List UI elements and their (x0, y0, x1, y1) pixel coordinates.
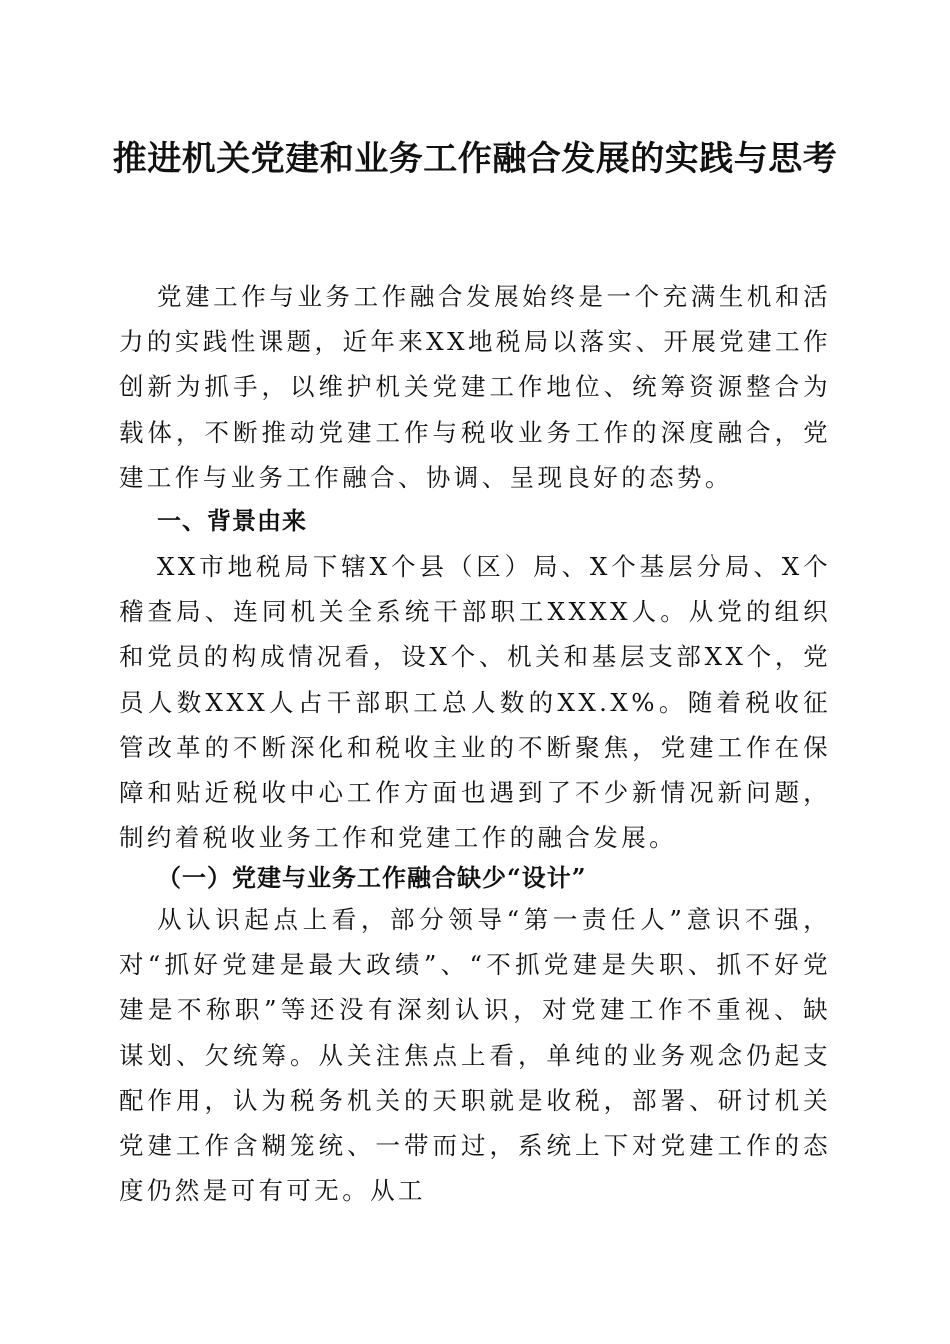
subsection-heading-design: （一）党建与业务工作融合缺少“设计” (157, 863, 587, 892)
background-paragraph: XX市地税局下辖X个县（区）局、X个基层分局、X个稽查局、连同机关全系统干部职工XXXX人。从党的组织和党员的构成情况看，设X个、机关和基层支部XX个，党员人数XXX人占干部职工总人数的XX.X%。随着税收征管改革的不断深化和税收主业的不断聚焦，党建工作在保障和贴近税收中心工作方面也遇到了不少新情况新问题，制约着税收业务工作和党建工作的融合发展。 (119, 552, 831, 853)
section-heading-background: 一、背景由来 (157, 507, 307, 535)
intro-paragraph: 党建工作与业务工作融合发展始终是一个充满生机和活力的实践性课题，近年来XX地税局以落实、开展党建工作创新为抓手，以维护机关党建工作地位、统筹资源整合为载体，不断推动党建工作与税收业务工作的深度融合，党建工作与业务工作融合、协调、呈现良好的态势。 (119, 282, 831, 492)
design-paragraph: 从认识起点上看，部分领导“第一责任人”意识不强，对“抓好党建是最大政绩”、“不抓党建是失职、抓不好党建是不称职”等还没有深刻认识，对党建工作不重视、缺谋划、欠统筹。从关注焦点上看，单纯的业务观念仍起支配作用，认为税务机关的天职就是收税，部署、研讨机关党建工作含糊笼统、一带而过，系统上下对党建工作的态度仍然是可有可无。从工 (119, 905, 831, 1206)
document-title: 推进机关党建和业务工作融合发展的实践与思考 (112, 139, 838, 179)
